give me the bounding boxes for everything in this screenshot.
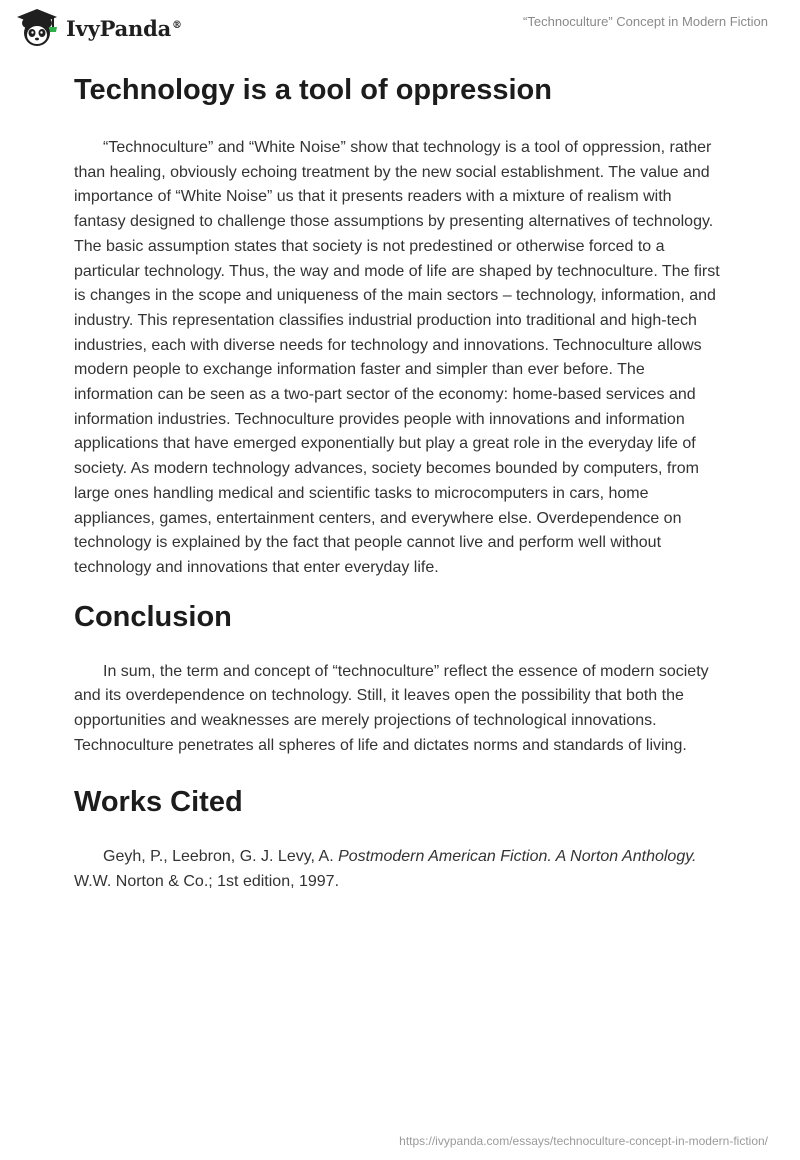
brand-logo[interactable] [16, 8, 182, 48]
section-heading-conclusion: Conclusion [74, 600, 232, 633]
citation-entry [74, 845, 726, 894]
citation-title: Postmodern American Fiction. A Norton Anthology. [338, 848, 697, 866]
page-header [0, 0, 800, 70]
citation-publisher: W.W. Norton & Co.; 1st edition, 1997. [74, 873, 340, 891]
panda-logo-icon [16, 8, 58, 48]
section-paragraph-conclusion: In sum, the term and concept of “technoculture” reflect the essence of modern society and its overdependence on technology. Still, it leaves open the possibility that both the opportunities and weaknesses are merely projections of technological innovations. Technoculture penetrates all spheres of life and dictates norms and standards of living. [74, 662, 709, 754]
document-title: “Technoculture” Concept in Modern Fiction [523, 14, 768, 29]
section-paragraph-oppression: “Technoculture” and “White Noise” show that technology is a tool of oppression, rather than healing, obviously echoing treatment by the new social establishment. The value and importance of “White Noise” us that it presents readers with a mixture of realism with fantasy designed to challenge those assumptions by presenting alternatives of technology. The basic assumption states that society is not predestined or otherwise forced to a particular technology. Thus, the way and mode of life are shaped by technoculture. The first is changes in the scope and uniqueness of the main sectors – technology, information, and industry. This representation classifies industrial production into traditional and high-tech industries, each with diverse needs for technology and innovations. Technoculture allows modern people to exchange information faster and simpler than ever before. The information can be seen as a two-part sector of the economy: home-based services and information industries. Technoculture provides people with innovations and information applications that have emerged exponentially but play a great role in the everyday life of society. As modern technology advances, society becomes bounded by computers, from large ones handling medical and scientific tasks to microcomputers in cars, home appliances, games, entertainment centers, and everywhere else. Overdependence on technology is explained by the fact that people cannot live and perform well without technology and innovations that enter everyday life. [74, 139, 720, 576]
essay-content [74, 68, 726, 895]
section-heading-oppression: Technology is a tool of oppression [74, 74, 552, 106]
source-url[interactable]: https://ivypanda.com/essays/technoculture-concept-in-modern-fiction/ [399, 1134, 768, 1148]
citation-authors: Geyh, P., Leebron, G. J. Levy, A. [103, 848, 339, 866]
brand-name: IvyPanda® [66, 15, 182, 41]
section-heading-works-cited: Works Cited [74, 786, 243, 819]
